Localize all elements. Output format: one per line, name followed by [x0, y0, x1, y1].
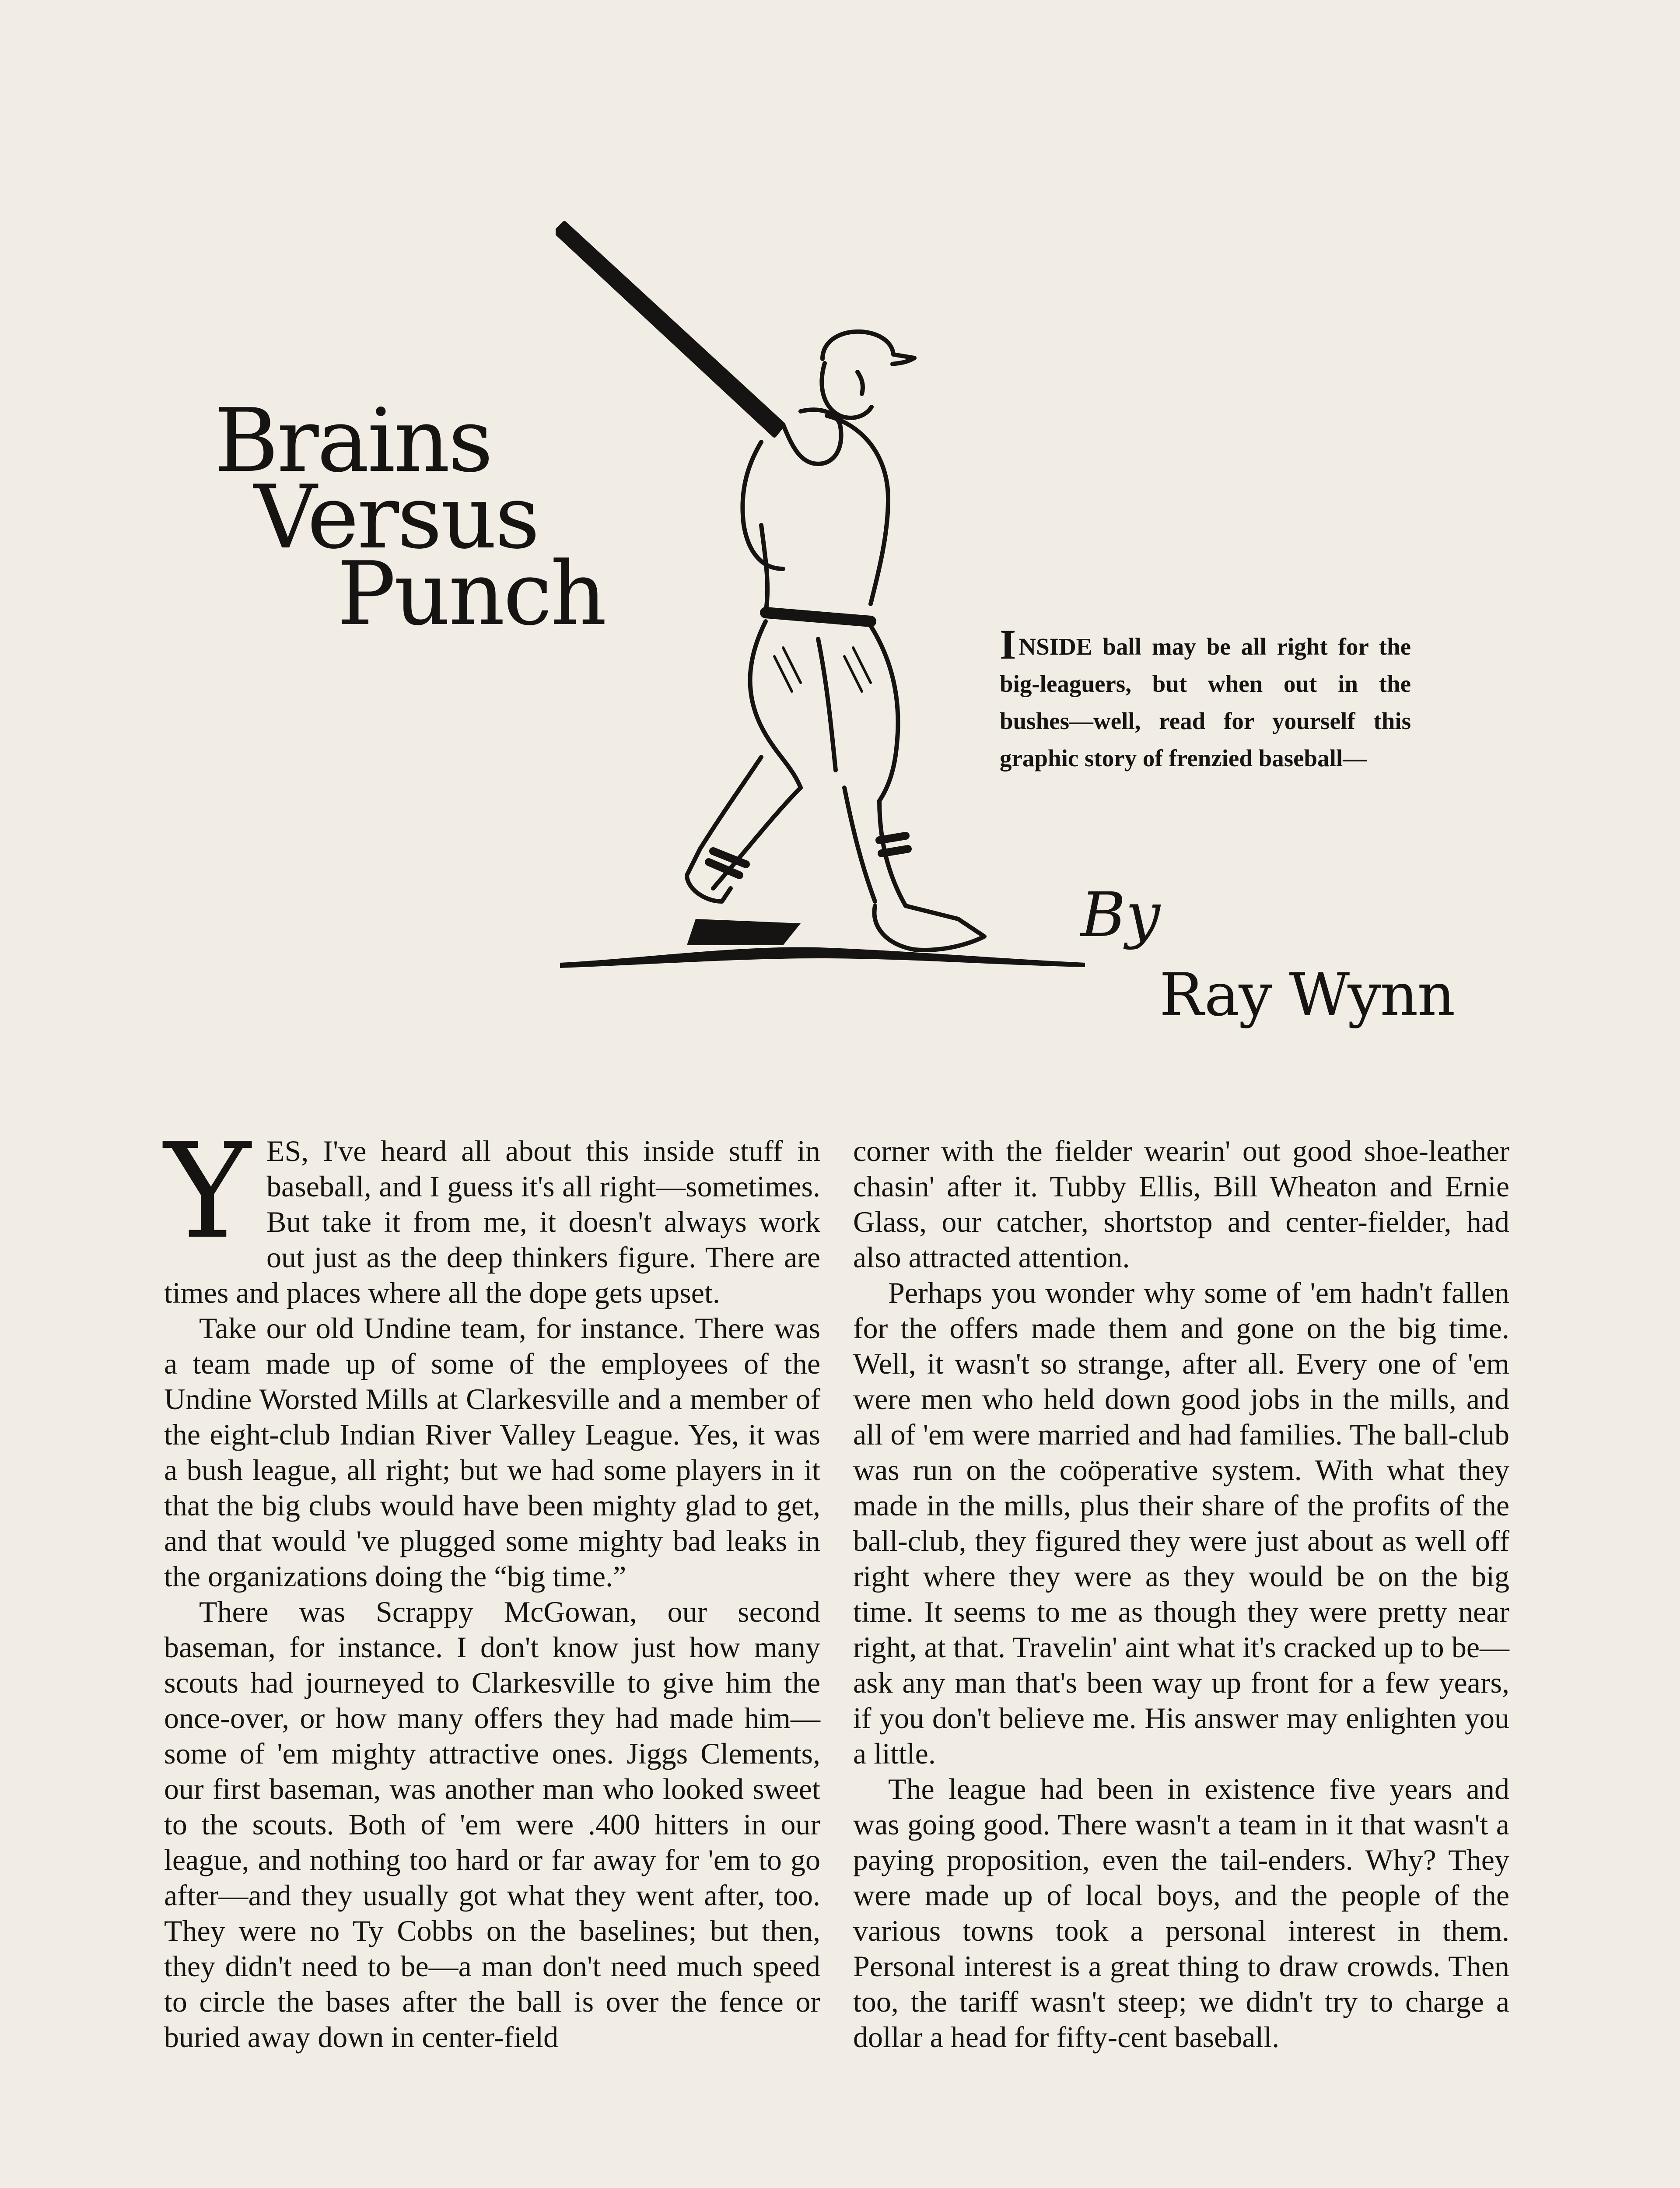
blurb-text: NSIDE ball may be all right for the big-leaguers, but when out in the bushes—well, read for yourself this graphic story of frenzied baseball—	[1000, 633, 1411, 771]
blurb-initial: I	[1000, 621, 1016, 668]
story-title	[206, 390, 606, 645]
paragraph-text: ES, I've heard all about this inside stuff in baseball, and I guess it's all right—sometimes. But take it from me, it doesn't always work out just as the deep thinkers figure. There are times and places where all the dope gets upset.	[164, 1134, 820, 1309]
body-column-left	[164, 1115, 820, 2055]
paragraph: Take our old Undine team, for instance. There was a team made up of some of the employees of the Undine Worsted Mills at Clarkesville and a member of the eight-club Indian River Valley League. Yes, it was a bush league, all right; but we had some players in it that the big clubs would have been mighty glad to get, and that would 've plugged some mighty bad leaks in the organizations doing the “big time.”	[164, 1311, 820, 1593]
byline	[1081, 880, 1496, 1046]
paragraph: corner with the fielder wearin' out good shoe-leather chasin' after it. Tubby Ellis, Bill Wheaton and Ernie Glass, our catcher, shortstop and center-fielder, had also attracted attention.	[853, 1134, 1509, 1274]
paragraph: Perhaps you wonder why some of 'em hadn't fallen for the offers made them and gone on the big time. Well, it wasn't so strange, after all. Every one of 'em were men who held down good jobs in the mills, and all of 'em were married and had families. The ball-club was run on the coöperative system. With what they made in the mills, plus their share of the profits of the ball-club, they figured they were just about as well off right where they were as they would be on the big time. It seems to me as though they were pretty near right, at that. Travelin' aint what it's cracked up to be—ask any man that's been way up front for a few years, if you don't believe me. His answer may enlighten you a little.	[853, 1276, 1509, 1770]
story-blurb	[1000, 621, 1411, 777]
paragraph: The league had been in existence five years and was going good. There wasn't a team in it that wasn't a paying proposition, even the tail-enders. Why? They were made up of local boys, and the people of the various towns took a personal interest in them. Personal interest is a great thing to draw crowds. Then too, the tariff wasn't steep; we didn't try to charge a dollar a head for fifty-cent baseball.	[853, 1772, 1509, 2054]
drop-cap: Y	[164, 1115, 251, 1268]
body-column-right	[853, 1133, 1509, 2055]
title-line-3: Punch	[337, 543, 606, 645]
title-line-2: Versus	[254, 466, 539, 568]
paragraph: There was Scrappy McGowan, our second baseman, for instance. I don't know just how many scouts had journeyed to Clarkesville to give him the once-over, or how many offers they had made him—some of 'em mighty attractive ones. Jiggs Clements, our first baseman, was another man who looked sweet to the scouts. Both of 'em were .400 hitters in our league, and nothing too hard or far away for 'em to go after—and they usually got what they went after, too. They were no Ty Cobbs on the baselines; but then, they didn't need to be—a man don't need much speed to circle the bases after the ball is over the fence or buried away down in center-field	[164, 1595, 820, 2054]
byline-author: Ray Wynn	[1159, 961, 1455, 1029]
title-line-1: Brains	[214, 390, 492, 492]
byline-by: By	[1081, 880, 1160, 951]
paragraph	[164, 1115, 820, 1311]
